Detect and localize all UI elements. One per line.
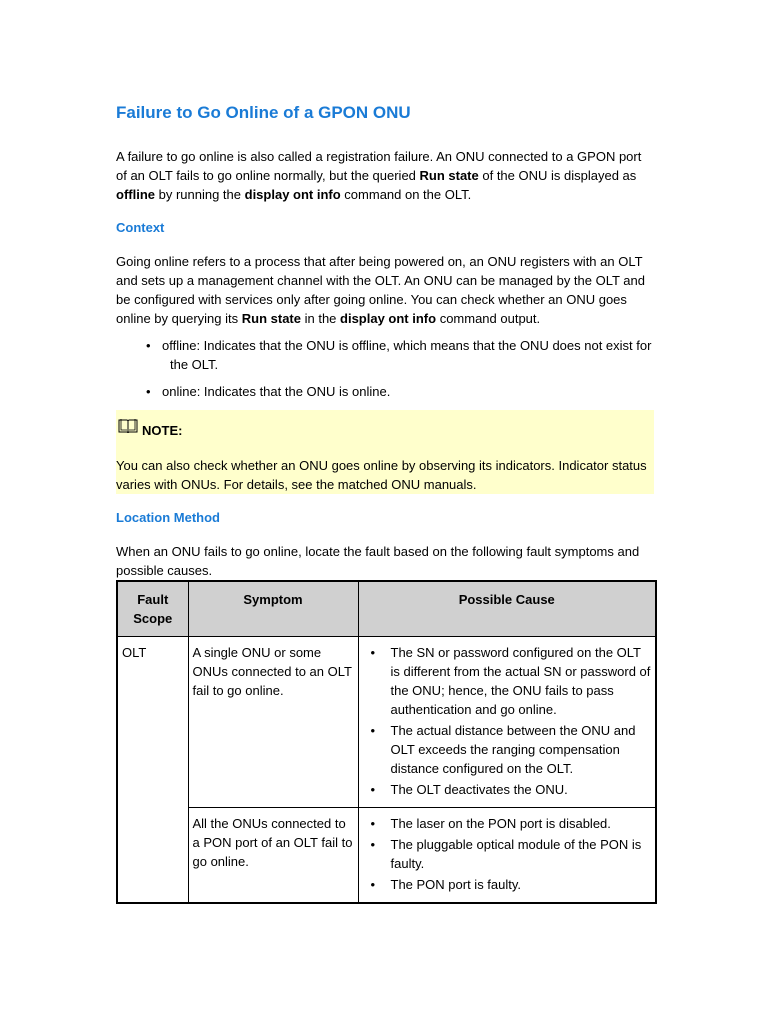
cause-item: • The actual distance between the ONU and OLT exceeds the ranging compensation distance configured on the OLT. (363, 721, 652, 778)
cause-item: • The pluggable optical module of the PON is faulty. (363, 835, 652, 873)
table-row (117, 637, 656, 808)
cause-item: • The PON port is faulty. (363, 875, 652, 894)
intro-command: display ont info (244, 187, 341, 202)
state-list (116, 336, 654, 401)
list-item (116, 336, 654, 374)
context-text-3: command output. (436, 311, 541, 326)
list-item (116, 382, 654, 401)
header-symptom: Symptom (188, 581, 358, 637)
cell-symptom: A single ONU or some ONUs connected to an OLT fail to go online. (188, 637, 358, 808)
location-paragraph: When an ONU fails to go online, locate the fault based on the following fault symptoms and possible causes. (116, 544, 640, 578)
bullet-online: online: Indicates that the ONU is online. (162, 384, 391, 399)
intro-offline: offline (116, 187, 155, 202)
page-title: Failure to Go Online of a GPON ONU (116, 103, 411, 122)
note-label: NOTE: (142, 423, 183, 438)
cell-possible-cause (358, 808, 656, 904)
intro-run-state: Run state (419, 168, 479, 183)
book-icon (118, 418, 138, 434)
context-heading: Context (116, 220, 165, 235)
note-box (116, 410, 654, 494)
intro-text-4: command on the OLT. (340, 187, 472, 202)
cell-fault-scope: OLT (117, 637, 188, 904)
cell-possible-cause (358, 637, 656, 808)
intro-text-2: of the ONU is displayed as (478, 168, 637, 183)
note-text: You can also check whether an ONU goes online by observing its indicators. Indicator status varies with ONUs. For details, see the matched ONU manuals. (116, 458, 647, 492)
header-fault-scope: Fault Scope (117, 581, 188, 637)
bullet-offline-line1: offline: Indicates that the ONU is offline, which means that the ONU does not exist for (162, 338, 652, 353)
intro-text-3: by running the (155, 187, 245, 202)
header-possible-cause: Possible Cause (358, 581, 656, 637)
location-heading: Location Method (116, 510, 220, 525)
context-command: display ont info (340, 311, 437, 326)
context-text-1: Going online refers to a process that after being powered on, an ONU registers with an OLT and sets up a management channel with the OLT. An ONU can be managed by the OLT and be configured with services only after going online. You can check whether an ONU goes online by querying its (116, 254, 645, 326)
bullet-offline-line2: the OLT. (170, 357, 219, 372)
intro-paragraph (116, 147, 654, 204)
context-paragraph (116, 252, 654, 328)
fault-table (116, 580, 657, 904)
cell-symptom: All the ONUs connected to a PON port of an OLT fail to go online. (188, 808, 358, 904)
cause-item: • The laser on the PON port is disabled. (363, 814, 652, 833)
table-row (117, 808, 656, 904)
intro-text-1: A failure to go online is also called a registration failure. An ONU connected to a GPON port of an OLT fails to go online normally, but the queried (116, 149, 642, 183)
context-run-state: Run state (241, 311, 301, 326)
cause-item: • The SN or password configured on the OLT is different from the actual SN or password of the ONU; hence, the ONU fails to pass authentication and go online. (363, 643, 652, 719)
context-text-2: in the (300, 311, 341, 326)
table-header-row (117, 581, 656, 637)
cause-item: • The OLT deactivates the ONU. (363, 780, 652, 799)
